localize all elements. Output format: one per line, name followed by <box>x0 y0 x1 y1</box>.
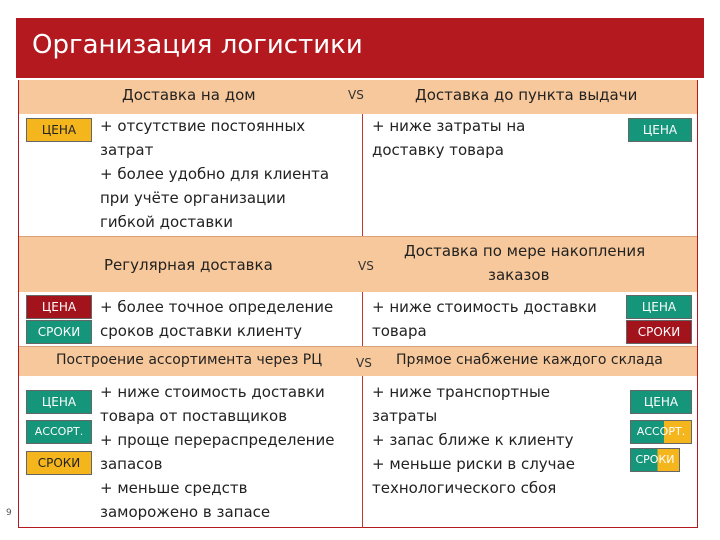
price-badge: ЦЕНА <box>628 118 692 142</box>
list-item: товара от поставщиков <box>100 407 288 425</box>
column-divider <box>362 292 363 346</box>
row-divider <box>19 236 697 237</box>
row2-right-header-cont: заказов <box>488 266 550 284</box>
list-item: доставку товара <box>372 141 504 159</box>
list-item: + запас ближе к клиенту <box>372 431 574 449</box>
price-badge: ЦЕНА <box>26 390 92 414</box>
price-badge: ЦЕНА <box>26 295 92 319</box>
list-item: технологического сбоя <box>372 479 557 497</box>
list-item: + меньше риски в случае <box>372 455 575 473</box>
price-badge: ЦЕНА <box>626 295 692 319</box>
row3-vs-label: VS <box>356 356 372 370</box>
row1-right-header: Доставка до пункта выдачи <box>415 86 638 104</box>
list-item: + ниже стоимость доставки <box>372 298 597 316</box>
row1-right-content <box>372 114 525 162</box>
list-item: + более удобно для клиента <box>100 165 330 183</box>
list-item: + проще перераспределение <box>100 431 335 449</box>
list-item: заморожено в запасе <box>100 503 271 521</box>
row2-vs-label: VS <box>358 259 374 273</box>
row1-left-content <box>100 114 329 234</box>
list-item: + ниже затраты на <box>372 117 526 135</box>
list-item: запасов <box>100 455 163 473</box>
row2-left-header: Регулярная доставка <box>104 256 273 274</box>
timing-badge: СРОКИ <box>26 320 92 344</box>
row1-vs-label: VS <box>348 88 364 102</box>
row2-left-content <box>100 295 333 343</box>
row-divider <box>19 346 697 347</box>
row1-left-header: Доставка на дом <box>122 86 256 104</box>
row3-left-content <box>100 380 334 524</box>
price-badge: ЦЕНА <box>630 390 692 414</box>
list-item: + ниже транспортные <box>372 383 551 401</box>
row3-left-header: Построение ассортимента через РЦ <box>56 352 323 368</box>
price-badge: ЦЕНА <box>26 118 92 142</box>
slide-title: Организация логистики <box>32 30 363 60</box>
slide-number: 9 <box>6 508 12 518</box>
list-item: + отсутствие постоянных <box>100 117 306 135</box>
timing-badge: СРОКИ <box>626 320 692 344</box>
column-divider <box>362 376 363 528</box>
timing-badge: СРОКИ <box>26 451 92 475</box>
row3-right-content <box>372 380 575 500</box>
list-item: сроков доставки клиенту <box>100 322 302 340</box>
list-item: товара <box>372 322 427 340</box>
list-item: при учёте организации <box>100 189 286 207</box>
timing-badge: СРОКИ <box>630 448 680 472</box>
list-item: затрат <box>100 141 154 159</box>
assortment-badge: АССОРТ. <box>26 420 92 444</box>
list-item: затраты <box>372 407 438 425</box>
list-item: + меньше средств <box>100 479 248 497</box>
list-item: + более точное определение <box>100 298 334 316</box>
column-divider <box>362 114 363 236</box>
row3-right-header: Прямое снабжение каждого склада <box>396 352 663 368</box>
list-item: + ниже стоимость доставки <box>100 383 325 401</box>
list-item: гибкой доставки <box>100 213 234 231</box>
row2-right-header: Доставка по мере накопления <box>404 242 646 260</box>
row2-right-content <box>372 295 597 343</box>
assortment-badge: АССОРТ. <box>630 420 692 444</box>
